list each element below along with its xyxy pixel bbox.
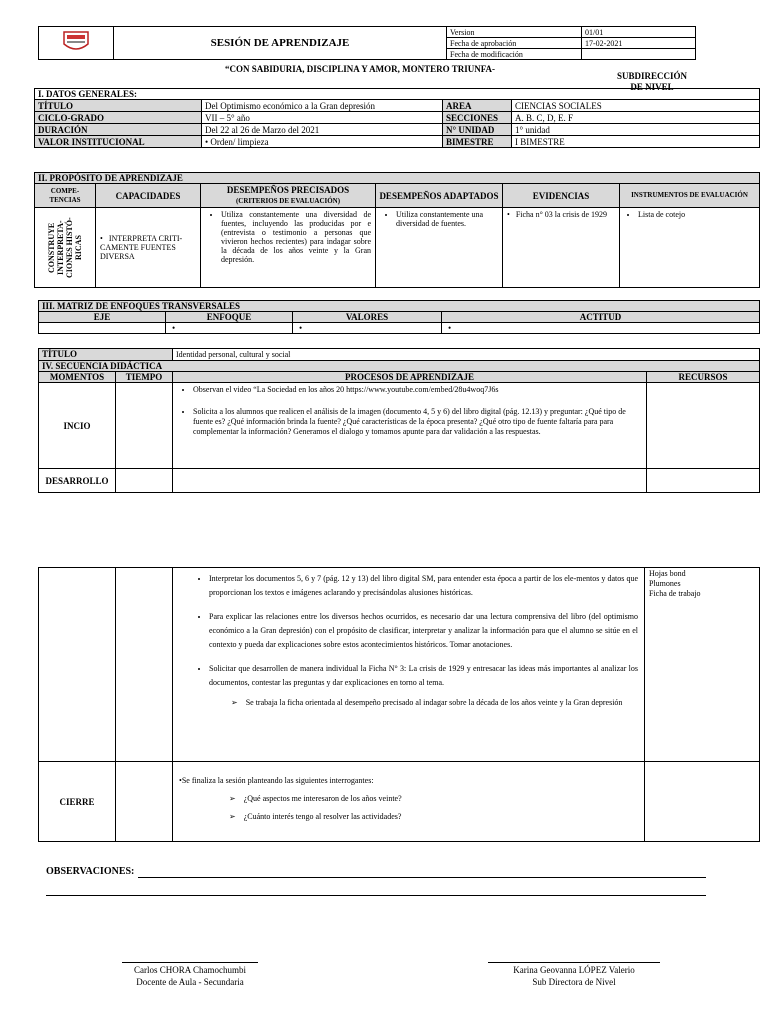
col-header: PROCESOS DE APRENDIZAJE: [173, 372, 647, 383]
titulo-label: TÍTULO: [39, 349, 173, 361]
tiempo-cell: [116, 383, 173, 469]
observaciones-label: OBSERVACIONES:: [46, 866, 135, 877]
signer-name: Karina Geovanna LÓPEZ Valerio: [513, 965, 635, 975]
matriz-cell: [39, 323, 166, 334]
meta-value: 01/01: [582, 27, 696, 38]
field-label: VALOR INSTITUCIONAL: [35, 136, 202, 148]
momento-cierre: CIERRE: [39, 762, 116, 842]
meta-label: Version: [447, 27, 582, 38]
section-heading: III. MATRIZ DE ENFOQUES TRANSVERSALES: [39, 301, 760, 312]
tiempo-cell: [116, 469, 173, 493]
col-header: DESEMPEÑOS ADAPTADOS: [376, 184, 503, 208]
field-label: TÍTULO: [35, 100, 202, 112]
secuencia-table-cont: [38, 567, 760, 842]
section-heading: IV. SECUENCIA DIDÁCTICA: [39, 361, 760, 372]
field-label: DURACIÓN: [35, 124, 202, 136]
col-header: ACTITUD: [442, 312, 760, 323]
field-value: A. B. C, D, E. F: [512, 112, 760, 124]
matriz-table: [38, 300, 760, 334]
page-title: SESIÓN DE APRENDIZAJE: [114, 27, 447, 60]
recurso-item: Hojas bond: [649, 569, 686, 578]
meta-value: 17-02-2021: [582, 38, 696, 49]
col-header: COMPE-TENCIAS: [35, 184, 96, 208]
recurso-item: Plumones: [649, 579, 681, 588]
momento-desarrollo: DESARROLLO: [39, 469, 116, 493]
inicio-item: • Solicita a los alumnos que realicen el análisis de la imagen (documento 4, 5 y 6) del libro digital (pág. 12.13) y preguntar: ¿Qué tipo de fuente es? ¿Qué información brinda la fuente? ¿Qué características de la época presenta? ¿Qué otro tipo de fuente faltaría para para complementar la información? Generamos el dialogo y tomamos apunte para dar validación a las respuestas.: [193, 407, 642, 437]
col-header: MOMENTOS: [39, 372, 116, 383]
field-value: VII – 5° año: [202, 112, 443, 124]
recursos-cell: [645, 762, 760, 842]
signer-name: Carlos CHORA Chamochumbi: [134, 965, 246, 975]
capacidad-cell: [96, 208, 201, 288]
desarrollo-recursos: [645, 568, 760, 762]
inicio-procesos: [173, 383, 647, 469]
cierre-procesos: [173, 762, 645, 842]
signature-line: [488, 962, 660, 963]
field-label: N° UNIDAD: [443, 124, 512, 136]
observaciones-line: [138, 877, 706, 878]
matriz-cell: •: [166, 323, 293, 334]
momento-inicio: INCIO: [39, 383, 116, 469]
recurso-item: Ficha de trabajo: [649, 589, 701, 598]
cierre-item: ➢ ¿Qué aspectos me interesaron de los años veinte?: [229, 790, 638, 808]
desarrollo-procesos: [173, 568, 645, 762]
col-header: EVIDENCIAS: [503, 184, 620, 208]
signer-role: Sub Directora de Nivel: [532, 977, 616, 987]
signer-role: Docente de Aula - Secundaria: [136, 977, 244, 987]
datos-generales-table: [34, 88, 760, 148]
col-header: ENFOQUE: [166, 312, 293, 323]
desempeno-cell: [201, 208, 376, 288]
col-header-main: DESEMPEÑOS PRECISADOS: [226, 185, 350, 195]
matriz-cell: •: [442, 323, 760, 334]
field-label: SECCIONES: [443, 112, 512, 124]
school-logo-icon: [62, 30, 90, 54]
field-value: 1° unidad: [512, 124, 760, 136]
tiempo-cell: [116, 568, 173, 762]
cierre-item: ➢ ¿Cuánto interés tengo al resolver las actividades?: [229, 808, 638, 826]
cierre-intro: •Se finaliza la sesión planteando las siguientes interrogantes:: [179, 776, 374, 785]
field-value: I BIMESTRE: [512, 136, 760, 148]
desarrollo-item: • Para explicar las relaciones entre los diversos hechos ocurridos, es necesario dar una lectura comprensiva del libro (del optimismo económico a la Gran depresión) con el propósito de clasificar, interpretar y analizar la información para que el alumno se sitúe en el contexto y pueda dar explicaciones sobre estos acontecimientos históricos. Tomar anotaciones.: [209, 610, 638, 652]
section-heading: I. DATOS GENERALES:: [35, 89, 760, 100]
instrumento-cell: [620, 208, 760, 288]
proposito-table: [34, 172, 760, 288]
col-header: VALORES: [293, 312, 442, 323]
observaciones-line: [46, 895, 706, 896]
desarrollo-subitem: ➢ Se trabaja la ficha orientada al desempeño precisado al indagar sobre la década de los años veinte y la Gran depresión: [231, 696, 638, 710]
desarrollo-item: • Solicitar que desarrollen de manera individual la Ficha N° 3: La crisis de 1929 y entresacar las ideas más importantes al analizar los documentos, contestar las preguntas y dar explicaciones en torno al tema.: [209, 662, 638, 690]
secuencia-table: [38, 348, 760, 493]
section-heading: II. PROPÓSITO DE APRENDIZAJE: [35, 173, 760, 184]
competencia-text: CONSTRUYE INTERPRETA-CIONES HISTÓ-RICAS: [47, 217, 83, 278]
col-header: [201, 184, 376, 208]
inicio-item: • Observan el video “La Sociedad en los años 20 https://www.youtube.com/embed/28u4woq7J6s: [193, 385, 642, 395]
col-header: INSTRUMENTOS DE EVALUACIÓN: [620, 184, 760, 208]
evidencia-cell: [503, 208, 620, 288]
subdireccion-label: SUBDIRECCIÓN DE NIVEL: [616, 71, 687, 92]
header-table: [38, 26, 696, 60]
logo-cell: [39, 27, 114, 60]
signature-line: [122, 962, 258, 963]
momento-cell: [39, 568, 116, 762]
recursos-cell: [647, 469, 760, 493]
capacidad-text: • INTERPRETA CRITI-CAMENTE FUENTES DIVERSA: [100, 234, 197, 261]
col-header: EJE: [39, 312, 166, 323]
adaptado-cell: [376, 208, 503, 288]
adaptado-text: • Utiliza constantemente una diversidad de fuentes.: [396, 210, 498, 228]
desempeno-text: • Utiliza constantemente una diversidad de fuentes, incluyendo las producidas por e (entrevista o testimonio a personas que vivieron hechos recientes) para indagar sobre la década de los años veinte y la Gran depresión.: [221, 210, 371, 264]
recursos-cell: [647, 383, 760, 469]
desarrollo-item: • Interpretar los documentos 5, 6 y 7 (pág. 12 y 13) del libro digital SM, para entender esta época a partir de los ele-mentos y datos que proporcionan los textos e imágenes aclarando y precisándolas alusiones históricas.: [209, 572, 638, 600]
col-header: CAPACIDADES: [96, 184, 201, 208]
tiempo-cell: [116, 762, 173, 842]
signature-block: [484, 964, 664, 988]
field-value: CIENCIAS SOCIALES: [512, 100, 760, 112]
motto: “CON SABIDURIA, DISCIPLINA Y AMOR, MONTERO TRIUNFA-: [225, 64, 496, 74]
field-label: AREA: [443, 100, 512, 112]
evidencia-text: • Ficha n° 03 la crisis de 1929: [507, 210, 615, 219]
meta-label: Fecha de aprobación: [447, 38, 582, 49]
field-value: Del Optimismo económico a la Gran depresión: [202, 100, 443, 112]
col-header: TIEMPO: [116, 372, 173, 383]
field-label: CICLO-GRADO: [35, 112, 202, 124]
col-header: RECURSOS: [647, 372, 760, 383]
procesos-cell: [173, 469, 647, 493]
field-value: • Orden/ limpieza: [202, 136, 443, 148]
matriz-cell: •: [293, 323, 442, 334]
competencia-cell: [35, 208, 96, 288]
field-label: BIMESTRE: [443, 136, 512, 148]
meta-value: [582, 49, 696, 60]
titulo-value: Identidad personal, cultural y social: [173, 349, 760, 361]
signature-block: [100, 964, 280, 988]
col-header-sub: (CRITERIOS DE EVALUACIÓN): [235, 197, 341, 205]
meta-label: Fecha de modificación: [447, 49, 582, 60]
field-value: Del 22 al 26 de Marzo del 2021: [202, 124, 443, 136]
instrumento-text: • Lista de cotejo: [638, 210, 755, 219]
